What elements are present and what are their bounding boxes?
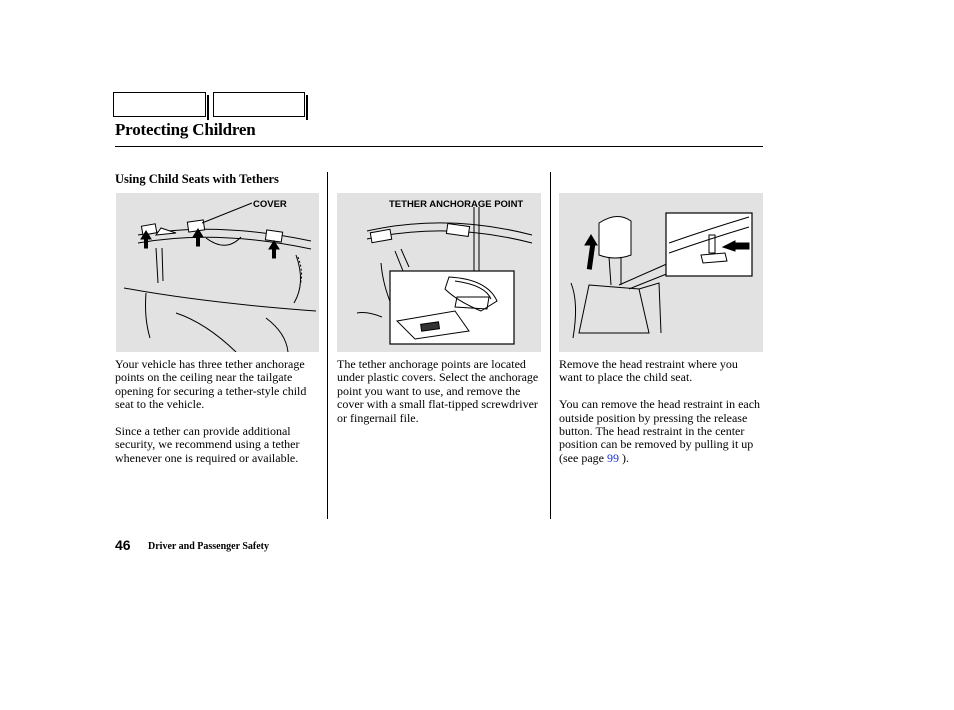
column-3-text	[559, 358, 764, 479]
cover-callout-label: COVER	[253, 199, 287, 210]
col3-paragraph-2-end: ).	[618, 450, 629, 465]
tether-anchorage-illustration	[337, 193, 541, 352]
footer-section-name: Driver and Passenger Safety	[148, 541, 270, 552]
nav-tab-box-2[interactable]	[213, 92, 305, 117]
ceiling-covers-illustration	[116, 193, 319, 352]
column-divider-2	[550, 172, 551, 519]
column-2-text	[337, 358, 542, 438]
column-divider-1	[327, 172, 328, 519]
col3-paragraph-1: Remove the head restraint where you want to place the child seat.	[559, 357, 738, 385]
tether-anchorage-callout-label: TETHER ANCHORAGE POINT	[389, 199, 524, 210]
col1-paragraph-2: Since a tether can provide additional security, we recommend using a tether whenever one is required or available.	[115, 424, 300, 465]
col2-paragraph-1: The tether anchorage points are located under plastic covers. Select the anchorage point you want to use, and remove the cover with a small flat-tipped screwdriver or fingernail file.	[337, 357, 539, 425]
title-divider	[115, 146, 763, 147]
col3-paragraph-2-text: You can remove the head restraint in each outside position by pressing the release button. The head restraint in the center position can be removed by pulling it up (see page	[559, 397, 761, 465]
page-title: Protecting Children	[115, 120, 256, 139]
nav-tab-box-1[interactable]	[113, 92, 206, 117]
column-1-text	[115, 358, 320, 479]
page-number: 46	[115, 537, 131, 553]
page-reference-link[interactable]: 99	[606, 450, 619, 465]
section-heading: Using Child Seats with Tethers	[115, 172, 279, 186]
head-restraint-illustration	[559, 193, 763, 352]
col1-paragraph-1: Your vehicle has three tether anchorage points on the ceiling near the tailgate opening for securing a tether-style child seat to the vehicle.	[115, 357, 307, 412]
col3-paragraph-2	[559, 398, 764, 465]
